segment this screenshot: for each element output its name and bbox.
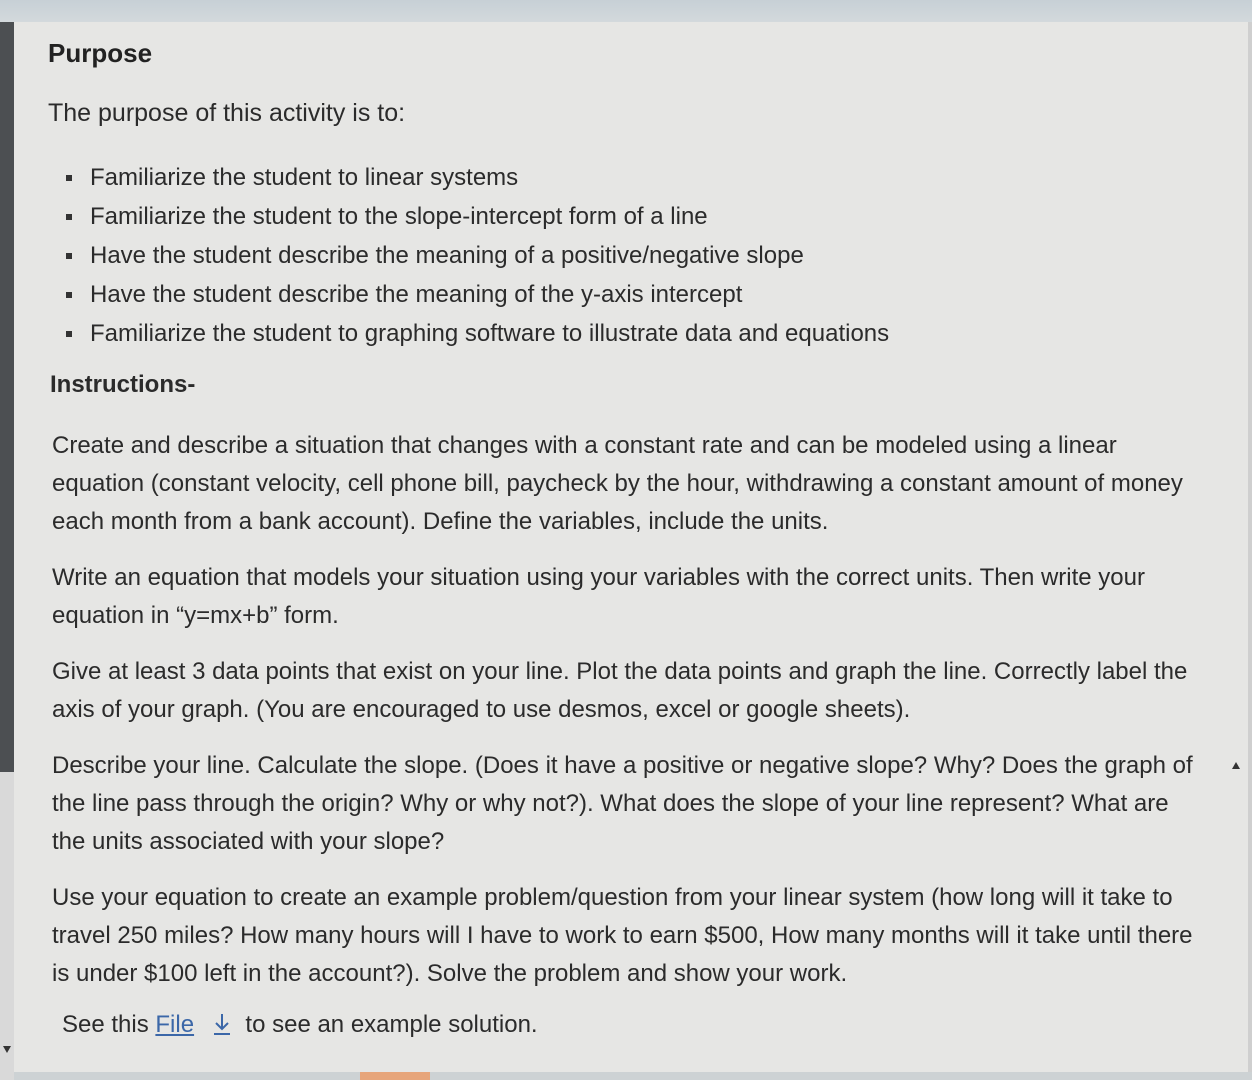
instruction-paragraph: Describe your line. Calculate the slope. (Does it have a positive or negative slope? Why? Does the graph of the line pass through the origin? Why or why not?). What does the slope of your line represent? What are the units associated with your slope?: [52, 752, 1193, 855]
left-scrollbar-track[interactable]: [0, 22, 14, 772]
example-prefix: See this: [62, 1011, 149, 1038]
purpose-item: Familiarize the student to linear systems: [66, 158, 1208, 197]
example-suffix: to see an example solution.: [245, 1011, 538, 1038]
right-edge: [1248, 22, 1252, 1080]
bottom-accent: [360, 1072, 430, 1080]
download-icon[interactable]: [211, 1012, 233, 1036]
purpose-item: Familiarize the student to graphing software to illustrate data and equations: [66, 314, 1208, 353]
instructions-heading: Instructions-: [50, 371, 196, 398]
file-link[interactable]: File: [155, 1011, 195, 1038]
purpose-list: [48, 158, 1208, 353]
instruction-paragraph: Create and describe a situation that changes with a constant rate and can be modeled using a linear equation (constant velocity, cell phone bill, paycheck by the hour, withdrawing a constant amount of money each month from a bank account). Define the variables, include the units.: [52, 432, 1183, 535]
instruction-paragraph: Give at least 3 data points that exist on your line. Plot the data points and graph the line. Correctly label the axis of your graph. (You are encouraged to use desmos, excel or google sheets).: [52, 658, 1188, 723]
assignment-content: [48, 38, 1208, 1039]
left-gutter: [0, 772, 14, 1080]
scroll-down-arrow-icon[interactable]: [3, 1046, 11, 1053]
purpose-item: Familiarize the student to the slope-intercept form of a line: [66, 197, 1208, 236]
purpose-intro: The purpose of this activity is to:: [48, 99, 406, 127]
instruction-paragraph: Use your equation to create an example problem/question from your linear system (how long will it take to travel 250 miles? How many hours will I have to work to earn $500, How many months will it take until there is under $100 left in the account?). Solve the problem and show your work.: [52, 884, 1193, 987]
purpose-heading: Purpose: [48, 38, 153, 68]
bottom-strip: [14, 1072, 1252, 1080]
scroll-up-arrow-icon[interactable]: [1232, 762, 1240, 769]
purpose-item: Have the student describe the meaning of the y-axis intercept: [66, 275, 1208, 314]
purpose-item: Have the student describe the meaning of a positive/negative slope: [66, 236, 1208, 275]
window-top-strip: [0, 0, 1252, 22]
assignment-page: [14, 22, 1252, 1080]
instruction-paragraph: Write an equation that models your situation using your variables with the correct units. Then write your equation in “y=mx+b” form.: [52, 564, 1145, 629]
example-solution-line: [62, 1011, 1208, 1039]
